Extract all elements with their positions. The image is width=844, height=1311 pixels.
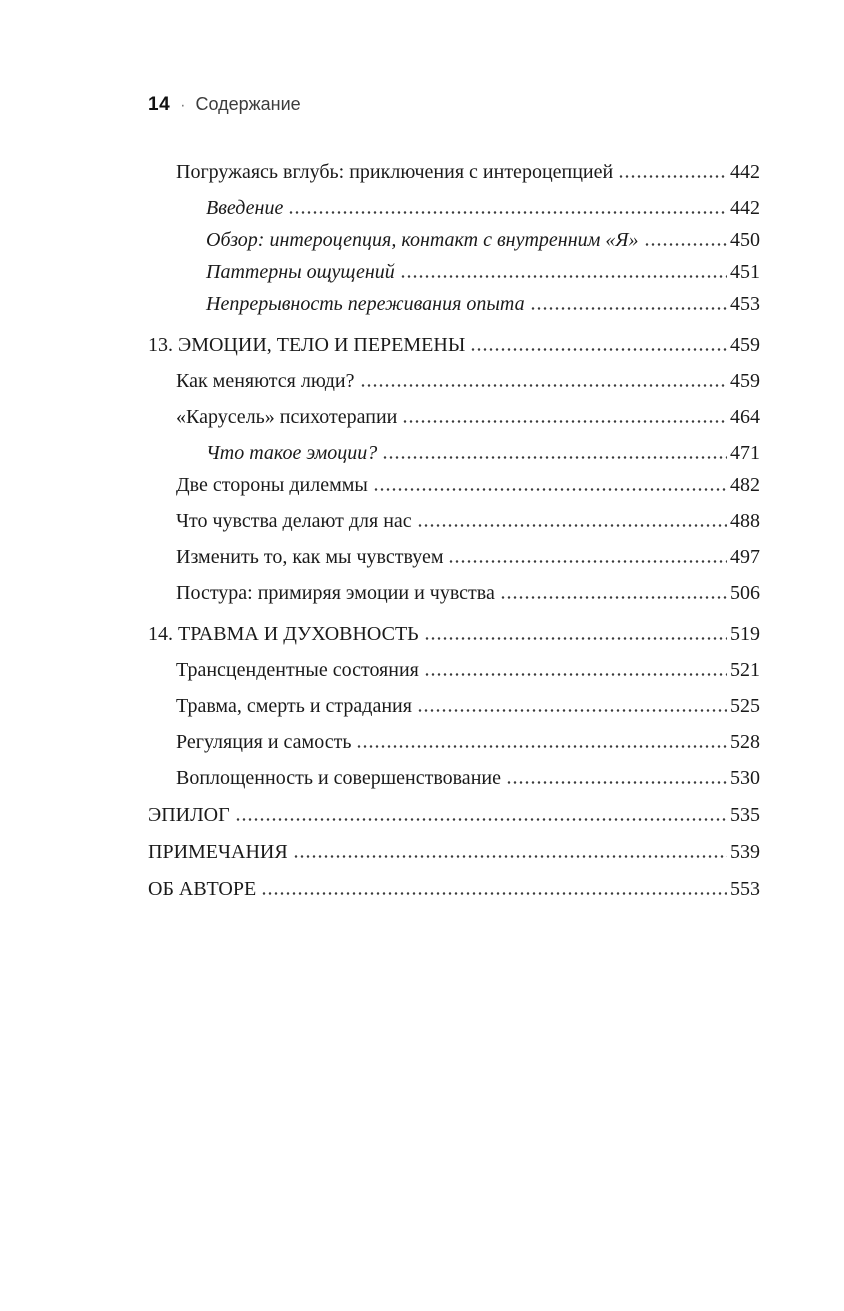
toc-entry — [176, 658, 760, 682]
toc-entry-title: 14. ТРАВМА И ДУХОВНОСТЬ — [148, 623, 419, 645]
toc-entry — [176, 545, 760, 569]
toc-entry-title: Что чувства делают для нас — [176, 510, 412, 532]
toc-entry-page: 442 — [730, 161, 760, 183]
toc-entry-page: 539 — [730, 841, 760, 863]
toc-entry-title: ОБ АВТОРЕ — [148, 878, 257, 900]
toc-dot-leader — [402, 418, 727, 425]
toc-entry — [206, 260, 760, 284]
toc-entry — [148, 622, 760, 646]
toc-dot-leader — [356, 743, 727, 750]
toc-entry — [176, 160, 760, 184]
toc-entry-page: 453 — [730, 293, 760, 315]
toc-entry-title: ПРИМЕЧАНИЯ — [148, 841, 288, 863]
toc-dot-leader — [500, 594, 727, 601]
toc-dot-leader — [293, 853, 727, 860]
toc-entry-title: Регуляция и самость — [176, 731, 352, 753]
toc-entry-title: ЭПИЛОГ — [148, 804, 230, 826]
page-content — [148, 94, 760, 913]
toc-dot-leader — [382, 454, 727, 461]
toc-dot-leader — [373, 486, 727, 493]
toc-dot-leader — [530, 305, 727, 312]
toc-entry-page: 442 — [730, 197, 760, 219]
toc-entry-title: Травма, смерть и страдания — [176, 695, 412, 717]
toc-entry — [148, 333, 760, 357]
toc-entry — [206, 441, 760, 465]
toc-entry-page: 482 — [730, 474, 760, 496]
toc-dot-leader — [618, 173, 727, 180]
toc-dot-leader — [417, 522, 727, 529]
toc-dot-leader — [506, 779, 727, 786]
toc-dot-leader — [235, 816, 727, 823]
toc-entry-page: 535 — [730, 804, 760, 826]
toc-entry-page: 530 — [730, 767, 760, 789]
toc-entry-page: 451 — [730, 261, 760, 283]
toc-entry-page: 488 — [730, 510, 760, 532]
toc-dot-leader — [360, 382, 727, 389]
toc-list — [148, 160, 760, 901]
toc-entry — [176, 581, 760, 605]
toc-entry-title: Две стороны дилеммы — [176, 474, 368, 496]
toc-entry — [176, 509, 760, 533]
toc-entry-title: Непрерывность переживания опыта — [206, 293, 525, 315]
toc-entry-title: Постура: примиряя эмоции и чувства — [176, 582, 495, 604]
toc-dot-leader — [448, 558, 727, 565]
toc-entry — [206, 292, 760, 316]
toc-dot-leader — [470, 346, 727, 353]
toc-entry-page: 519 — [730, 623, 760, 645]
toc-entry-title: Как меняются люди? — [176, 370, 355, 392]
toc-entry — [206, 228, 760, 252]
toc-entry-page: 464 — [730, 406, 760, 428]
toc-dot-leader — [288, 209, 727, 216]
toc-entry-title: Введение — [206, 197, 284, 219]
toc-entry-page: 497 — [730, 546, 760, 568]
toc-entry — [148, 803, 760, 827]
toc-entry-page: 459 — [730, 370, 760, 392]
toc-entry-title: Изменить то, как мы чувствуем — [176, 546, 444, 568]
toc-entry-page: 525 — [730, 695, 760, 717]
header-separator: · — [180, 97, 186, 114]
toc-entry-title: 13. ЭМОЦИИ, ТЕЛО И ПЕРЕМЕНЫ — [148, 334, 466, 356]
toc-entry-title: Обзор: интероцепция, контакт с внутренним «Я» — [206, 229, 639, 251]
toc-dot-leader — [261, 890, 727, 897]
toc-entry-page: 528 — [730, 731, 760, 753]
toc-entry — [176, 694, 760, 718]
toc-entry-page: 459 — [730, 334, 760, 356]
toc-entry — [176, 369, 760, 393]
toc-entry — [176, 405, 760, 429]
toc-entry — [176, 766, 760, 790]
toc-entry — [206, 196, 760, 220]
toc-dot-leader — [644, 241, 727, 248]
toc-entry — [148, 840, 760, 864]
toc-dot-leader — [424, 635, 727, 642]
toc-dot-leader — [424, 671, 727, 678]
toc-dot-leader — [400, 273, 727, 280]
toc-entry-page: 450 — [730, 229, 760, 251]
toc-entry-title: Паттерны ощущений — [206, 261, 395, 283]
page-number: 14 — [148, 94, 171, 115]
toc-entry-title: Трансцендентные состояния — [176, 659, 419, 681]
toc-entry-page: 553 — [730, 878, 760, 900]
toc-entry — [176, 730, 760, 754]
toc-entry-page: 521 — [730, 659, 760, 681]
toc-entry-page: 506 — [730, 582, 760, 604]
header-title: Содержание — [195, 94, 301, 114]
toc-dot-leader — [417, 707, 727, 714]
toc-entry-title: Воплощенность и совершенствование — [176, 767, 501, 789]
page-header — [148, 94, 760, 116]
toc-entry — [176, 473, 760, 497]
toc-entry — [148, 877, 760, 901]
toc-entry-title: Что такое эмоции? — [206, 442, 378, 464]
toc-entry-title: «Карусель» психотерапии — [176, 406, 398, 428]
toc-entry-title: Погружаясь вглубь: приключения с интероцепцией — [176, 161, 614, 183]
toc-entry-page: 471 — [730, 442, 760, 464]
